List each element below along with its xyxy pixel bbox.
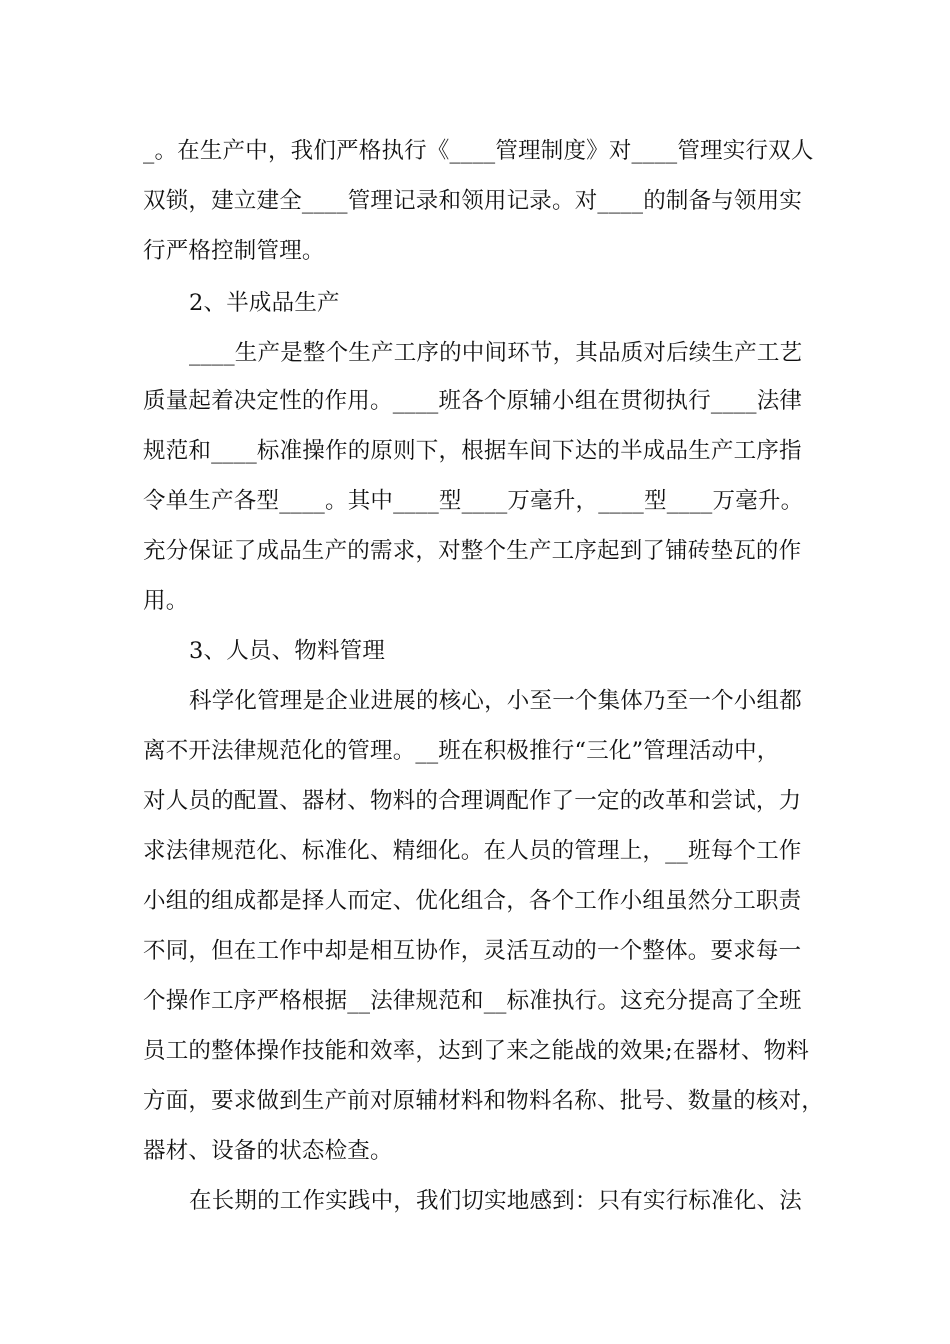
section-heading: 3、人员、物料管理 [189, 638, 386, 664]
text-line: 小组的组成都是择人而定、优化组合，各个工作小组虽然分工职责 [143, 888, 802, 914]
text-line: 双锁，建立建全____管理记录和领用记录。对____的制备与领用实 [143, 188, 803, 214]
text-line: 质量起着决定性的作用。____班各个原辅小组在贯彻执行____法律 [143, 388, 803, 414]
text-line: 员工的整体操作技能和效率，达到了来之能战的效果;在器材、物料 [143, 1038, 810, 1064]
text-line: 令单生产各型____。其中____型____万毫升，____型____万毫升。 [143, 488, 804, 514]
text-line: _。在生产中，我们严格执行《____管理制度》对____管理实行双人 [143, 138, 814, 164]
text-line: 在长期的工作实践中，我们切实地感到：只有实行标准化、法 [189, 1188, 802, 1214]
text-line: 规范和____标准操作的原则下，根据车间下达的半成品生产工序指 [143, 438, 802, 464]
text-line: 离不开法律规范化的管理。__班在积极推行“三化”管理活动中， [143, 738, 780, 764]
text-line: 不同，但在工作中却是相互协作，灵活互动的一个整体。要求每一 [143, 938, 802, 964]
text-line: ____生产是整个生产工序的中间环节，其品质对后续生产工艺 [189, 340, 803, 366]
text-line: 器材、设备的状态检查。 [143, 1138, 393, 1164]
text-line: 行严格控制管理。 [143, 238, 325, 264]
text-line: 对人员的配置、器材、物料的合理调配作了一定的改革和尝试，力 [143, 788, 802, 814]
text-line: 用。 [143, 588, 189, 614]
text-line: 充分保证了成品生产的需求，对整个生产工序起到了铺砖垫瓦的作 [143, 538, 802, 564]
text-line: 科学化管理是企业进展的核心，小至一个集体乃至一个小组都 [189, 688, 802, 714]
text-line: 方面，要求做到生产前对原辅材料和物料名称、批号、数量的核对， [143, 1088, 825, 1114]
section-heading: 2、半成品生产 [189, 290, 340, 316]
text-line: 求法律规范化、标准化、精细化。在人员的管理上，__班每个工作 [143, 838, 802, 864]
text-line: 个操作工序严格根据__法律规范和__标准执行。这充分提高了全班 [143, 988, 802, 1014]
